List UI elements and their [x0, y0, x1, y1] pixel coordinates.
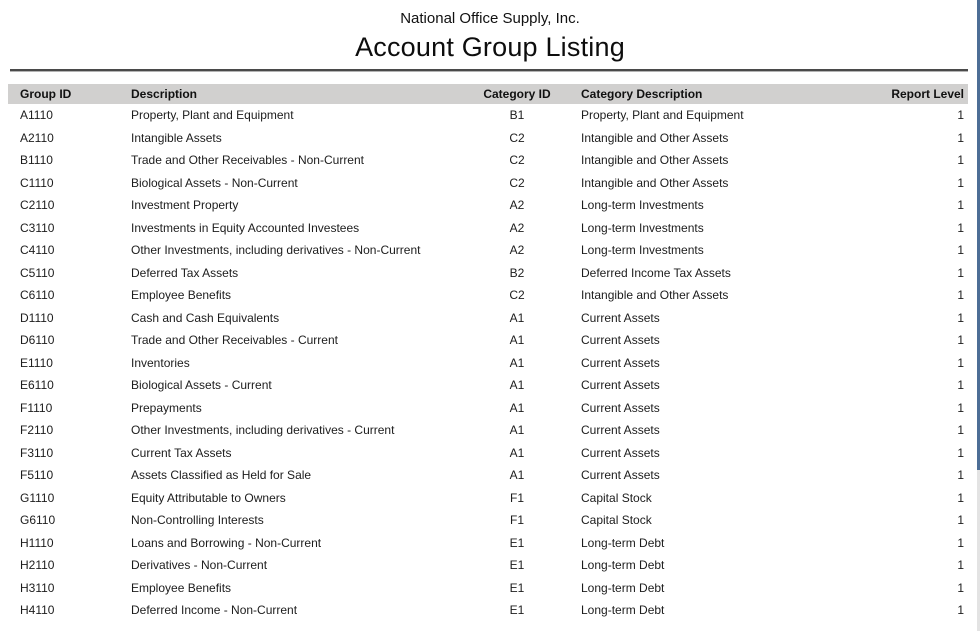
- cell-description: Trade and Other Receivables - Non-Current: [131, 153, 364, 168]
- cell-category-description: Intangible and Other Assets: [581, 130, 729, 145]
- cell-category-description: Long-term Investments: [581, 243, 704, 258]
- cell-category-id: A1: [509, 445, 525, 460]
- cell-report-level: 1: [957, 153, 964, 168]
- cell-report-level: 1: [957, 513, 964, 528]
- cell-description: Other Investments, including derivatives - Current: [131, 423, 395, 438]
- cell-group-id: A1110: [20, 108, 53, 123]
- cell-category-id: C2: [509, 130, 525, 145]
- cell-report-level: 1: [957, 108, 964, 123]
- cell-category-description: Current Assets: [581, 423, 660, 438]
- cell-category-id: F1: [509, 490, 524, 505]
- cell-group-id: G6110: [20, 513, 56, 528]
- table-row: [8, 419, 968, 442]
- cell-group-id: D6110: [20, 333, 55, 348]
- cell-group-id: A2110: [20, 130, 54, 145]
- table-row: [8, 172, 968, 195]
- table-header-row: [8, 84, 968, 104]
- cell-category-description: Current Assets: [581, 378, 660, 393]
- cell-group-id: C5110: [20, 265, 55, 280]
- cell-report-level: 1: [957, 423, 964, 438]
- cell-report-level: 1: [957, 535, 964, 550]
- cell-report-level: 1: [957, 130, 964, 145]
- table-row: [8, 194, 968, 217]
- cell-category-id: B2: [509, 265, 525, 280]
- cell-group-id: C4110: [20, 243, 55, 258]
- table-row: [8, 397, 968, 420]
- header-description: Description: [131, 87, 198, 101]
- cell-description: Biological Assets - Current: [131, 378, 272, 393]
- cell-group-id: C1110: [20, 175, 54, 190]
- cell-category-description: Intangible and Other Assets: [581, 175, 729, 190]
- cell-group-id: F5110: [20, 468, 54, 483]
- cell-description: Equity Attributable to Owners: [131, 490, 286, 505]
- table-row: [8, 352, 968, 375]
- table-row: [8, 442, 968, 465]
- cell-group-id: E6110: [20, 378, 54, 393]
- header-group-id: Group ID: [20, 87, 72, 101]
- cell-description: Investment Property: [131, 198, 239, 213]
- cell-group-id: H2110: [20, 558, 55, 573]
- table-row: [8, 284, 968, 307]
- cell-category-id: A1: [509, 333, 525, 348]
- cell-category-description: Current Assets: [581, 400, 660, 415]
- cell-category-id: C2: [509, 175, 525, 190]
- cell-group-id: F2110: [20, 423, 54, 438]
- cell-description: Derivatives - Non-Current: [131, 558, 268, 573]
- cell-report-level: 1: [957, 580, 964, 595]
- cell-report-level: 1: [957, 400, 964, 415]
- cell-report-level: 1: [957, 603, 964, 618]
- cell-description: Property, Plant and Equipment: [131, 108, 294, 123]
- cell-category-description: Long-term Debt: [581, 580, 665, 595]
- cell-group-id: E1110: [20, 355, 53, 370]
- table-row: [8, 262, 968, 285]
- cell-category-id: C2: [509, 288, 525, 303]
- cell-category-description: Property, Plant and Equipment: [581, 108, 744, 123]
- cell-category-description: Current Assets: [581, 445, 660, 460]
- cell-category-id: B1: [509, 108, 525, 123]
- cell-report-level: 1: [957, 333, 964, 348]
- cell-category-description: Capital Stock: [581, 513, 652, 528]
- table-row: [8, 104, 968, 127]
- cell-report-level: 1: [957, 378, 964, 393]
- cell-report-level: 1: [957, 558, 964, 573]
- cell-report-level: 1: [957, 175, 964, 190]
- table-row: [8, 532, 968, 555]
- report-title: Account Group Listing: [355, 32, 625, 62]
- cell-description: Assets Classified as Held for Sale: [131, 468, 312, 483]
- cell-description: Current Tax Assets: [131, 445, 232, 460]
- cell-category-description: Capital Stock: [581, 490, 652, 505]
- table-row: [8, 509, 968, 532]
- cell-description: Biological Assets - Non-Current: [131, 175, 298, 190]
- cell-report-level: 1: [957, 445, 964, 460]
- cell-category-description: Current Assets: [581, 333, 660, 348]
- header-category-id: Category ID: [483, 87, 551, 101]
- cell-category-id: A2: [509, 198, 525, 213]
- cell-category-id: A1: [509, 400, 525, 415]
- title-divider: [10, 69, 968, 72]
- cell-category-description: Current Assets: [581, 310, 660, 325]
- cell-group-id: H4110: [20, 603, 55, 618]
- cell-category-id: C2: [509, 153, 525, 168]
- cell-group-id: C6110: [20, 288, 55, 303]
- cell-category-id: A1: [509, 378, 525, 393]
- cell-description: Non-Controlling Interests: [131, 513, 264, 528]
- cell-category-description: Long-term Investments: [581, 220, 704, 235]
- cell-group-id: H1110: [20, 535, 54, 550]
- table-row: [8, 577, 968, 600]
- cell-category-id: A1: [509, 355, 525, 370]
- table-row: [8, 217, 968, 240]
- cell-category-description: Current Assets: [581, 468, 660, 483]
- cell-category-id: A1: [509, 423, 525, 438]
- cell-description: Intangible Assets: [131, 130, 222, 145]
- cell-category-description: Current Assets: [581, 355, 660, 370]
- cell-description: Employee Benefits: [131, 288, 232, 303]
- cell-description: Trade and Other Receivables - Current: [131, 333, 338, 348]
- cell-group-id: D1110: [20, 310, 54, 325]
- cell-description: Deferred Tax Assets: [131, 265, 239, 280]
- cell-report-level: 1: [957, 490, 964, 505]
- cell-group-id: C2110: [20, 198, 55, 213]
- cell-description: Other Investments, including derivatives - Non-Current: [131, 243, 421, 258]
- cell-description: Investments in Equity Accounted Investees: [131, 220, 360, 235]
- cell-category-id: E1: [509, 535, 525, 550]
- cell-report-level: 1: [957, 355, 964, 370]
- table-body: [8, 104, 968, 622]
- cell-group-id: B1110: [20, 153, 53, 168]
- cell-group-id: G1110: [20, 490, 55, 505]
- cell-group-id: F3110: [20, 445, 54, 460]
- cell-category-description: Long-term Investments: [581, 198, 704, 213]
- cell-category-id: E1: [509, 558, 525, 573]
- table-row: [8, 149, 968, 172]
- cell-description: Loans and Borrowing - Non-Current: [131, 535, 322, 550]
- table-row: [8, 127, 968, 150]
- cell-report-level: 1: [957, 288, 964, 303]
- cell-category-id: A1: [509, 310, 525, 325]
- cell-category-id: E1: [509, 580, 525, 595]
- table-row: [8, 329, 968, 352]
- cell-description: Prepayments: [131, 400, 202, 415]
- cell-category-id: A2: [509, 220, 525, 235]
- header-category-description: Category Description: [581, 87, 703, 101]
- cell-category-id: E1: [509, 603, 525, 618]
- cell-category-description: Long-term Debt: [581, 558, 665, 573]
- cell-description: Inventories: [131, 355, 190, 370]
- table-row: [8, 239, 968, 262]
- cell-category-description: Long-term Debt: [581, 535, 665, 550]
- cell-group-id: H3110: [20, 580, 55, 595]
- cell-category-id: F1: [509, 513, 524, 528]
- cell-category-description: Long-term Debt: [581, 603, 665, 618]
- cell-category-description: Deferred Income Tax Assets: [581, 265, 731, 280]
- cell-category-description: Intangible and Other Assets: [581, 153, 729, 168]
- table-row: [8, 554, 968, 577]
- table-row: [8, 307, 968, 330]
- header-report-level: Report Level: [891, 87, 964, 101]
- cell-report-level: 1: [957, 265, 964, 280]
- cell-group-id: F1110: [20, 400, 53, 415]
- table-row: [8, 464, 968, 487]
- cell-category-id: A2: [509, 243, 525, 258]
- account-group-table: [8, 84, 968, 622]
- table-row: [8, 374, 968, 397]
- cell-report-level: 1: [957, 243, 964, 258]
- cell-group-id: C3110: [20, 220, 55, 235]
- cell-report-level: 1: [957, 220, 964, 235]
- cell-description: Employee Benefits: [131, 580, 232, 595]
- table-row: [8, 487, 968, 510]
- cell-category-description: Intangible and Other Assets: [581, 288, 729, 303]
- company-name: National Office Supply, Inc.: [400, 10, 580, 27]
- cell-report-level: 1: [957, 198, 964, 213]
- cell-category-id: A1: [509, 468, 525, 483]
- cell-description: Deferred Income - Non-Current: [131, 603, 298, 618]
- table-row: [8, 599, 968, 622]
- cell-report-level: 1: [957, 468, 964, 483]
- cell-report-level: 1: [957, 310, 964, 325]
- cell-description: Cash and Cash Equivalents: [131, 310, 280, 325]
